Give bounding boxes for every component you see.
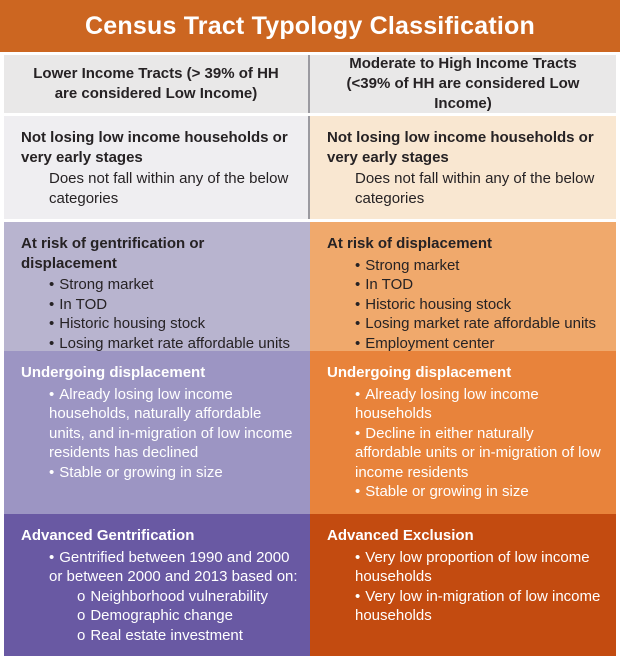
bullet-item — [355, 275, 604, 295]
sub-bullet-marker: o — [77, 587, 86, 605]
sub-bullet-text: Demographic change — [90, 607, 233, 624]
bullet-marker: • — [355, 587, 361, 605]
page-title: Census Tract Typology Classification — [85, 11, 535, 40]
bullet-item — [355, 295, 604, 315]
bullet-marker: • — [355, 424, 361, 442]
bullet-item — [355, 587, 604, 626]
bullet-marker: • — [355, 483, 361, 500]
cell-note: Does not fall within any of the below categories — [355, 170, 595, 207]
cell-heading: At risk of gentrification or displacement — [21, 235, 205, 272]
bullet-text: Losing market rate affordable units — [59, 334, 290, 351]
bullet-text: Very low in-migration of low income households — [355, 587, 601, 624]
bullet-text: Strong market — [59, 276, 154, 293]
column-header-label: Moderate to High Income Tracts (<39% of HH are considered Low Income) — [346, 55, 580, 112]
cell-undergoing-moderate — [310, 351, 616, 514]
bullet-marker: • — [355, 295, 361, 313]
bullet-marker: • — [49, 385, 55, 403]
row-at-risk — [4, 222, 616, 351]
bullet-marker: • — [49, 463, 55, 481]
bullet-item — [355, 548, 604, 587]
cell-heading: Undergoing displacement — [21, 364, 206, 381]
cell-heading: Not losing low income households or very early stages — [21, 129, 288, 166]
bullet-text: Stable or growing in size — [365, 483, 529, 500]
bullet-marker: • — [355, 385, 361, 403]
column-header-moderate-high-income — [310, 55, 616, 113]
cell-advanced-gentrification — [4, 514, 310, 656]
row-undergoing-displacement — [4, 351, 616, 514]
bullet-item — [355, 482, 604, 502]
cell-not-losing-moderate — [310, 116, 616, 219]
sub-bullet-text: Neighborhood vulnerability — [90, 587, 268, 605]
bullet-marker: • — [355, 334, 361, 351]
cell-not-losing-lower — [4, 116, 310, 219]
cell-heading: At risk of displacement — [327, 235, 493, 252]
bullet-item — [355, 256, 604, 276]
bullet-marker: • — [49, 315, 55, 332]
bullet-item — [355, 424, 604, 483]
bullet-text: Very low proportion of low income households — [355, 548, 590, 585]
bullet-item — [49, 295, 298, 315]
bullet-text: Already losing low income households — [355, 385, 539, 422]
sub-bullet-item — [77, 606, 298, 626]
sub-bullet-item — [77, 587, 298, 607]
bullet-item — [49, 548, 298, 587]
bullet-text: In TOD — [365, 276, 414, 293]
bullet-item — [49, 385, 298, 463]
bullet-text: Stable or growing in size — [59, 463, 223, 481]
bullet-marker: • — [355, 315, 361, 332]
title-bar — [0, 0, 620, 52]
bullet-marker: • — [49, 548, 55, 566]
bullet-marker: • — [355, 548, 361, 566]
cell-heading: Undergoing displacement — [327, 364, 512, 381]
cell-heading: Advanced Exclusion — [327, 527, 474, 544]
cell-advanced-exclusion — [310, 514, 616, 656]
column-header-label: Lower Income Tracts (> 39% of HH are considered Low Income) — [33, 65, 279, 102]
bullet-marker: • — [355, 256, 361, 274]
bullet-text: Already losing low income households, naturally affordable units, and in-migration of low income residents has declined — [49, 385, 293, 461]
cell-undergoing-lower — [4, 351, 310, 514]
bullet-text: Gentrified between 1990 and 2000 or between 2000 and 2013 based on: — [49, 548, 298, 585]
bullet-item — [49, 275, 298, 295]
bullet-text: In TOD — [59, 295, 108, 313]
cell-heading: Not losing low income households or very early stages — [327, 129, 594, 166]
row-advanced — [4, 514, 616, 656]
bullet-marker: • — [355, 276, 361, 293]
sub-bullet-marker: o — [77, 626, 86, 644]
cell-note: Does not fall within any of the below categories — [49, 170, 289, 207]
typology-table — [0, 55, 620, 656]
bullet-text: Losing market rate affordable units — [365, 315, 596, 332]
bullet-text: Historic housing stock — [59, 315, 206, 332]
bullet-marker: • — [49, 295, 55, 313]
sub-bullet-marker: o — [77, 607, 86, 624]
cell-at-risk-moderate — [310, 222, 616, 351]
bullet-text: Strong market — [365, 256, 460, 274]
cell-heading: Advanced Gentrification — [21, 527, 195, 544]
sub-bullet-text: Real estate investment — [90, 626, 243, 644]
bullet-text: Employment center — [365, 334, 495, 351]
column-header-lower-income — [4, 55, 310, 113]
bullet-marker: • — [49, 276, 55, 293]
cell-at-risk-lower — [4, 222, 310, 351]
sub-bullet-item — [77, 626, 298, 646]
bullet-item — [49, 314, 298, 334]
bullet-text: Historic housing stock — [365, 295, 512, 313]
bullet-item — [355, 314, 604, 334]
bullet-marker: • — [49, 334, 55, 351]
row-not-losing — [4, 116, 616, 219]
bullet-text: Decline in either naturally affordable units or in-migration of low income residents — [355, 424, 601, 481]
column-header-row — [4, 55, 616, 113]
bullet-item — [355, 334, 604, 352]
bullet-item — [49, 463, 298, 483]
bullet-item — [49, 334, 298, 352]
bullet-item — [355, 385, 604, 424]
